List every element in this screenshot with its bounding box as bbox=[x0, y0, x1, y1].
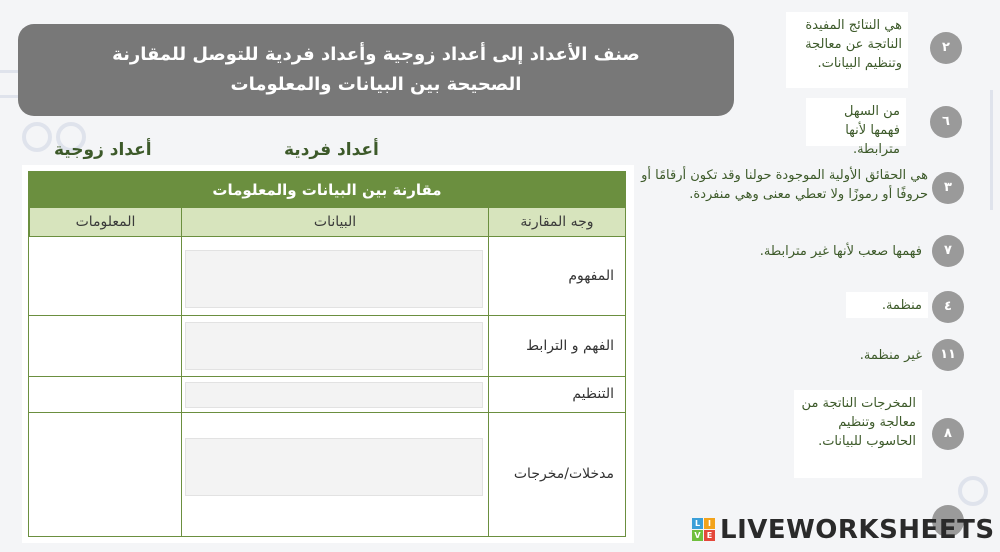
row-label-understanding: الفهم و الترابط bbox=[526, 338, 614, 354]
row-label-input-output: مدخلات/مخرجات bbox=[513, 466, 614, 482]
drop-zone-data-organization[interactable] bbox=[185, 382, 483, 408]
item-text: هي الحقائق الأولية الموجودة حولنا وقد تكون أرقامًا أو حروفًا أو رموزًا ولا تعطي معنى وهي منفردة. bbox=[641, 168, 928, 202]
table-divider bbox=[29, 236, 625, 237]
header-data: البيانات bbox=[181, 208, 488, 236]
item-number-badge: ١١ bbox=[932, 339, 964, 371]
logo-mark: L I V E bbox=[692, 518, 716, 542]
item-text: المخرجات الناتجة من معالجة وتنظيم الحاسوب للبيانات. bbox=[794, 390, 922, 478]
table-divider bbox=[488, 208, 489, 536]
item-number-badge: ٦ bbox=[930, 106, 962, 138]
drop-zone-data-concept[interactable] bbox=[185, 250, 483, 308]
table-divider bbox=[181, 208, 182, 536]
draggable-item[interactable] bbox=[636, 164, 966, 212]
comparison-table bbox=[22, 165, 634, 543]
item-number-badge: ٤ bbox=[932, 291, 964, 323]
table-divider bbox=[29, 412, 625, 413]
drop-zone-info-understanding[interactable] bbox=[32, 319, 177, 373]
draggable-item[interactable] bbox=[806, 98, 964, 157]
liveworksheets-logo bbox=[692, 515, 995, 547]
instruction-line-2: الصحيحة بين البيانات والمعلومات bbox=[230, 74, 522, 95]
drop-zone-info-concept[interactable] bbox=[32, 240, 177, 312]
drop-zone-data-input-output[interactable] bbox=[185, 438, 483, 496]
draggable-item[interactable] bbox=[794, 390, 966, 478]
item-number-badge: ٧ bbox=[932, 235, 964, 267]
drop-zone-data-understanding[interactable] bbox=[185, 322, 483, 370]
table-divider bbox=[29, 376, 625, 377]
header-aspect: وجه المقارنة bbox=[488, 208, 625, 236]
item-text: غير منظمة. bbox=[859, 348, 922, 363]
bg-decor bbox=[958, 476, 988, 506]
draggable-item[interactable] bbox=[846, 338, 966, 372]
item-text: منظمة. bbox=[846, 292, 928, 318]
item-number-badge: ٨ bbox=[932, 418, 964, 450]
item-text: فهمها صعب لأنها غير مترابطة. bbox=[759, 244, 922, 259]
row-label-organization: التنظيم bbox=[572, 386, 614, 402]
logo-text: LIVEWORKSHEETS bbox=[720, 515, 995, 545]
draggable-item[interactable] bbox=[746, 234, 966, 268]
instruction-line-1: صنف الأعداد إلى أعداد زوجية وأعداد فردية للتوصل للمقارنة bbox=[112, 44, 640, 65]
bg-decor bbox=[22, 122, 52, 152]
draggable-item[interactable] bbox=[786, 12, 964, 88]
item-text: من السهل فهمها لأنها مترابطة. bbox=[806, 98, 906, 146]
item-text: هي النتائج المفيدة الناتجة عن معالجة وتنظيم البيانات. bbox=[786, 12, 908, 88]
drop-zone-info-organization[interactable] bbox=[32, 380, 177, 408]
table-divider bbox=[29, 315, 625, 316]
instruction-banner bbox=[18, 24, 734, 116]
odd-numbers-heading: أعداد فردية bbox=[284, 140, 379, 160]
item-number-badge: ٢ bbox=[930, 32, 962, 64]
bg-decor bbox=[990, 90, 993, 210]
header-information: المعلومات bbox=[29, 208, 181, 236]
row-label-concept: المفهوم bbox=[568, 268, 614, 284]
drop-zone-info-input-output[interactable] bbox=[32, 416, 177, 532]
table-title: مقارنة بين البيانات والمعلومات bbox=[29, 172, 625, 208]
draggable-item[interactable] bbox=[846, 290, 966, 324]
even-numbers-heading: أعداد زوجية bbox=[54, 140, 152, 160]
item-number-badge: ٣ bbox=[932, 172, 964, 204]
